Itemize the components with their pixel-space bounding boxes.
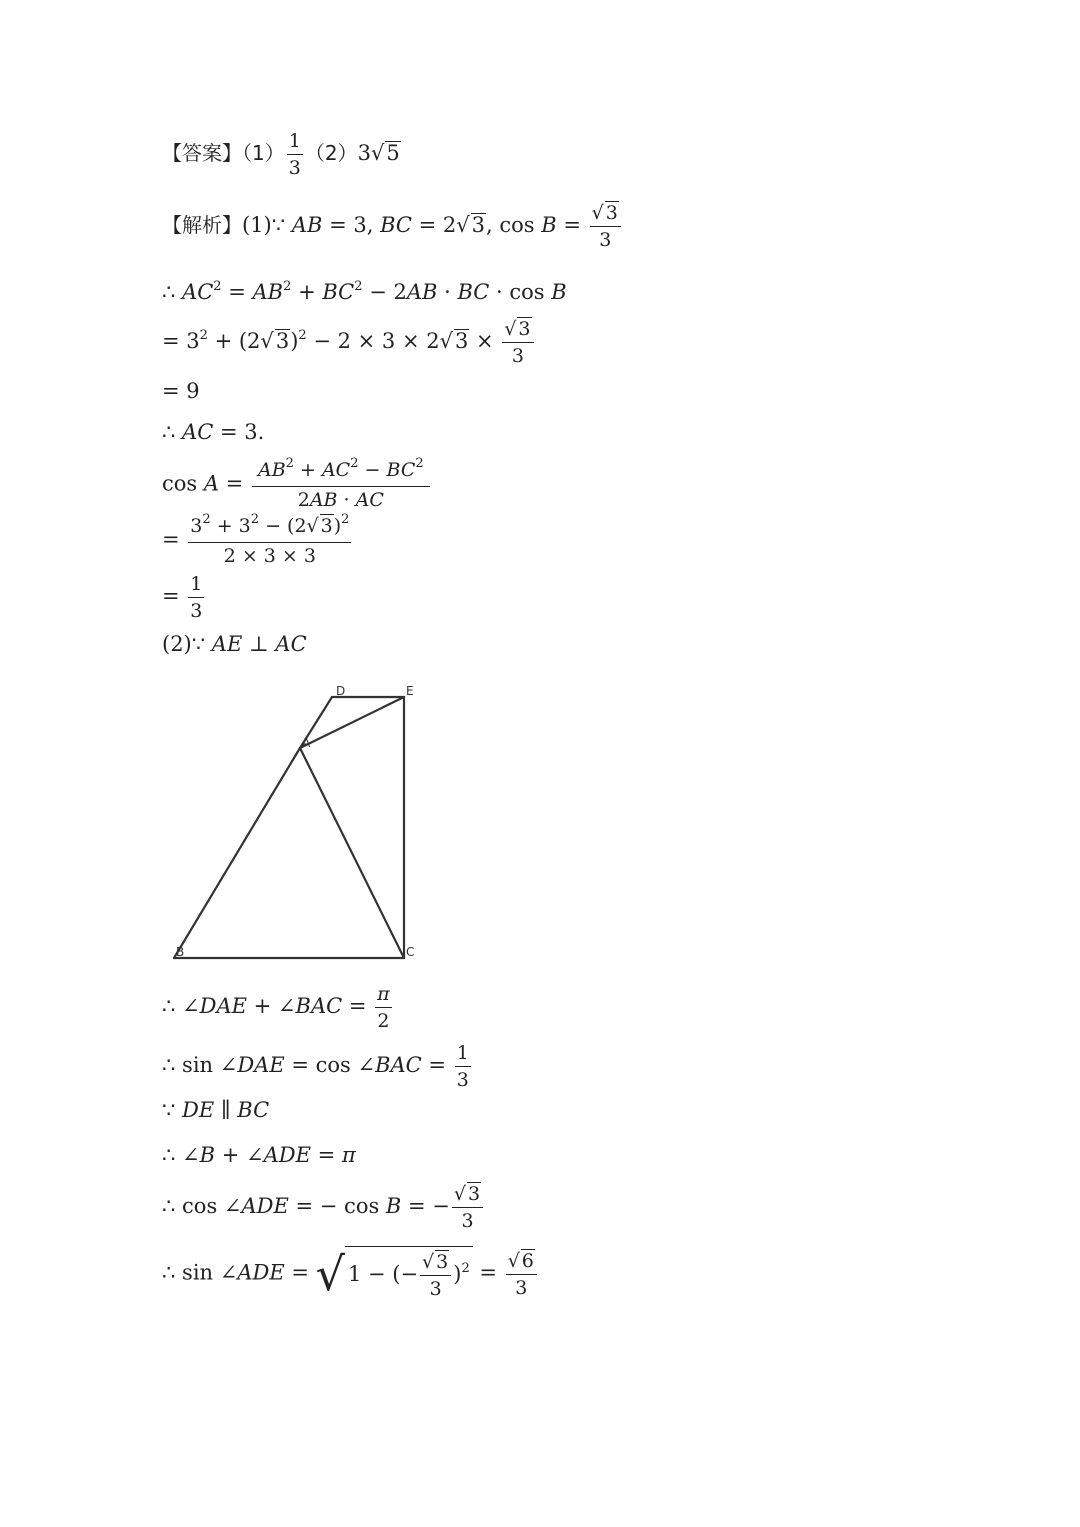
answer-part1-fraction: $\frac{1}{3}$ — [288, 130, 301, 179]
point-label-D: D — [336, 684, 346, 698]
parallel-line: ∵ DE ∥ BC — [162, 1098, 270, 1122]
analysis-label: 【解析】 — [162, 213, 242, 237]
analysis-given-line — [162, 200, 623, 253]
analysis-part2-label: (2) — [162, 632, 192, 656]
geometry-figure — [162, 676, 432, 976]
cos-a-result-line: = $\frac{1}{3}$ — [162, 573, 203, 622]
supplementary-line: ∴ ∠B + ∠ADE = π — [162, 1143, 356, 1167]
point-label-B: B — [176, 945, 185, 959]
result-9-line: = 9 — [162, 379, 200, 403]
given-values: ∵ AB = 3, BC = 2√3, cos B = — [271, 213, 588, 237]
sin-dae-line: ∴ sin ∠DAE = cos ∠BAC = $\frac{1}{3}$ — [162, 1042, 469, 1091]
sin-ade-line: ∴ sin ∠ADE = √ 1 − (− $\frac{√ 3}{3}$ )$^2$ = $\frac{√ 6}{3}$ — [162, 1246, 539, 1302]
law-of-cosines-line: ∴ $AC^2 = AB^2 + BC^2 - 2AB$ · BC · cos B — [162, 279, 567, 304]
substitution-line: = $3^2 + (2√3)^2 - 2 \times 3 \times 2√3$ × $\frac{√ 3}{3}$ — [162, 316, 536, 369]
part2-line: (2)∵ AE ⊥ AC — [162, 632, 307, 656]
cos-a-substitution-line: = $\frac{3^2 + 3^2 - (2√ 3)^2}{2 \times 3 \times 3}$ — [162, 512, 350, 567]
answer-part1-label: （1） — [242, 141, 285, 165]
answer-part2-value: 3√5 — [357, 141, 400, 165]
point-label-E: E — [406, 684, 414, 698]
point-label-A: A — [302, 736, 311, 750]
segment-AC — [300, 748, 404, 958]
answer-part2-label: （2） — [304, 141, 358, 165]
point-label-C: C — [406, 945, 415, 959]
segment-BA — [174, 748, 300, 958]
analysis-part1-label: (1) — [242, 213, 272, 237]
angle-sum-line: ∴ ∠DAE + ∠BAC = $\frac{\pi}{2}$ — [162, 983, 390, 1032]
ac-equals-line: ∴ AC = 3. — [162, 420, 265, 444]
answer-line — [162, 128, 401, 181]
cos-ade-line: ∴ cos ∠ADE = − cos B = − $\frac{√ 3}{3}$ — [162, 1181, 485, 1234]
cos-b-fraction: $\frac{√ 3}{3}$ — [590, 200, 621, 253]
answer-label: 【答案】 — [162, 141, 242, 165]
cos-a-formula-line: cos A = $\frac{AB^2 + AC^2 - BC^2}{2AB \cdot AC}$ — [162, 457, 432, 513]
